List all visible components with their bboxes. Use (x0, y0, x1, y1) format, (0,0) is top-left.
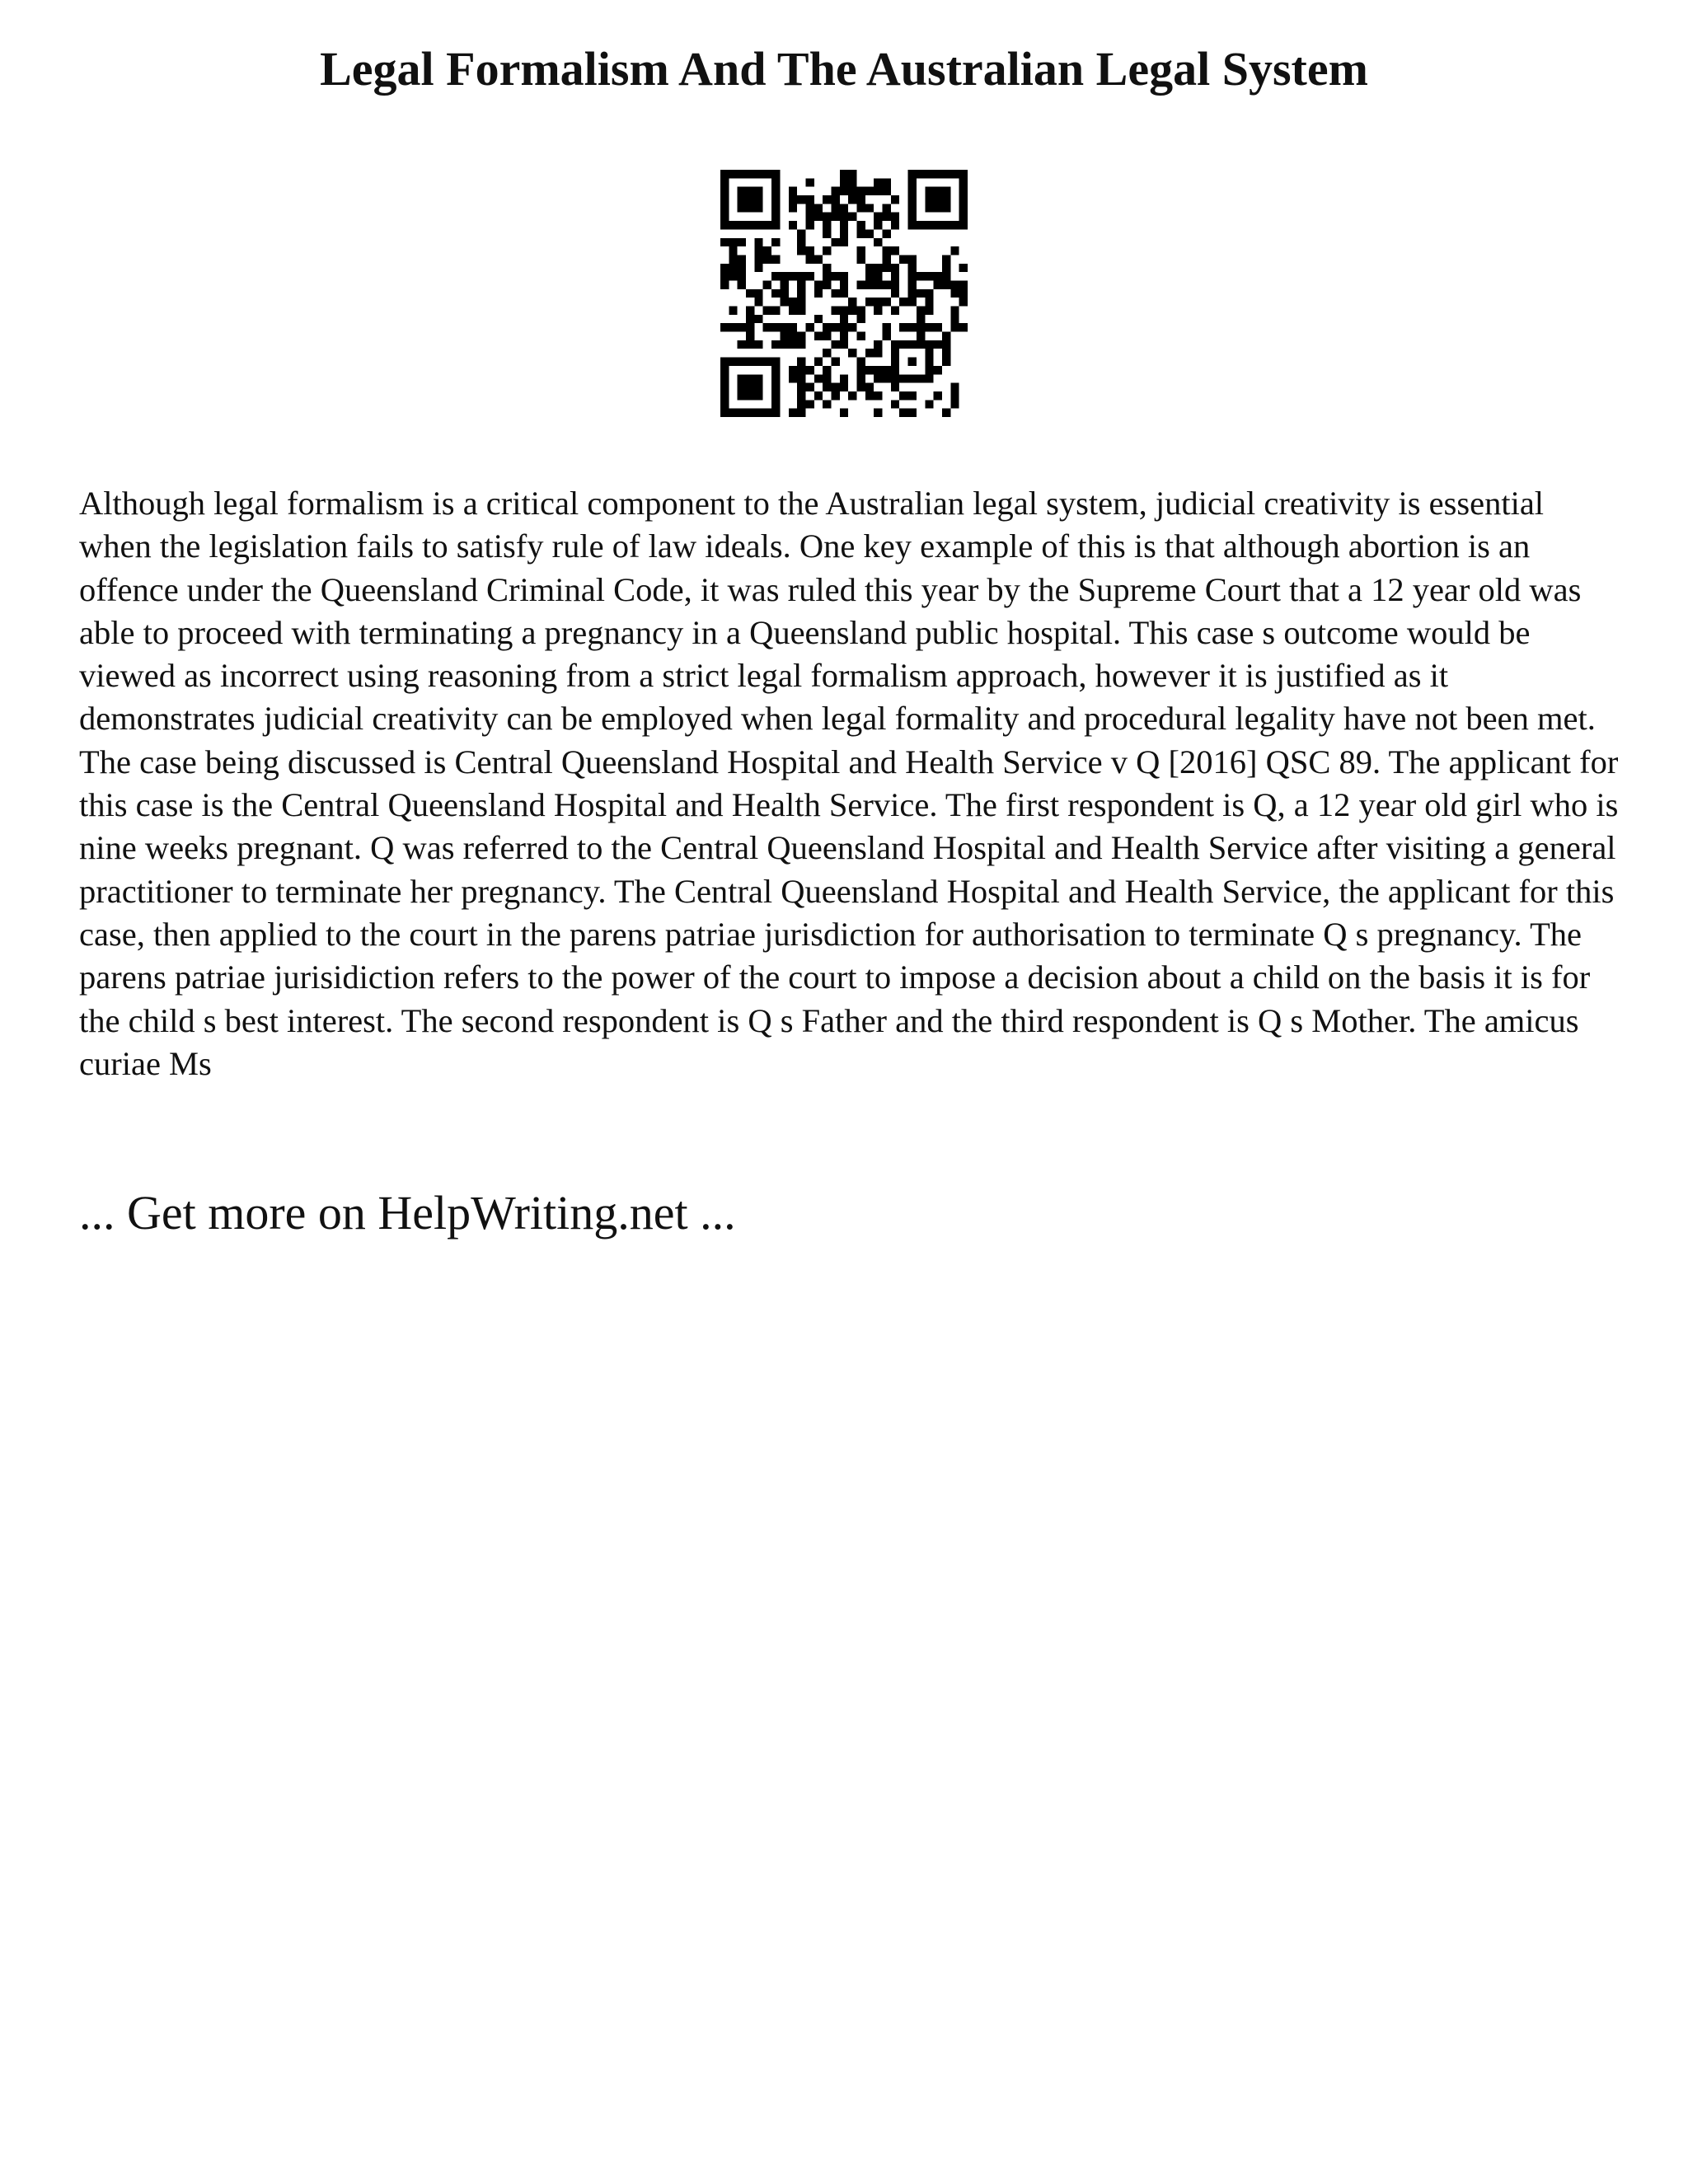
qr-code-icon (720, 170, 968, 417)
get-more-link[interactable]: ... Get more on HelpWriting.net ... (79, 1186, 736, 1240)
document-title: Legal Formalism And The Australian Legal System (320, 42, 1368, 96)
essay-paragraph: Although legal formalism is a critical component to the Australian legal system, judicial creativity is essential when the legislation fails to satisfy rule of law ideals. One key example of this is that although abortion is an offence under the Queensland Criminal Code, it was ruled this year by the Supreme Court that a 12 year old was able to proceed with terminating a pregnancy in a Queensland public hospital. This case s outcome would be viewed as incorrect using reasoning from a strict legal formalism approach, however it is justified as it demonstrates judicial creativity can be employed when legal formality and procedural legality have not been met. The case being discussed is Central Queensland Hospital and Health Service v Q [2016] QSC 89. The applicant for this case is the Central Queensland Hospital and Health Service. The first respondent is Q, a 12 year old girl who is nine weeks pregnant. Q was referred to the Central Queensland Hospital and Health Service after visiting a general practitioner to terminate her pregnancy. The Central Queensland Hospital and Health Service, the applicant for this case, then applied to the court in the parens patriae jurisdiction for authorisation to terminate Q s pregnancy. The parens patriae jurisidiction refers to the power of the court to impose a decision about a child on the basis it is for the child s best interest. The second respondent is Q s Father and the third respondent is Q s Mother. The amicus curiae Ms (79, 485, 1619, 1082)
